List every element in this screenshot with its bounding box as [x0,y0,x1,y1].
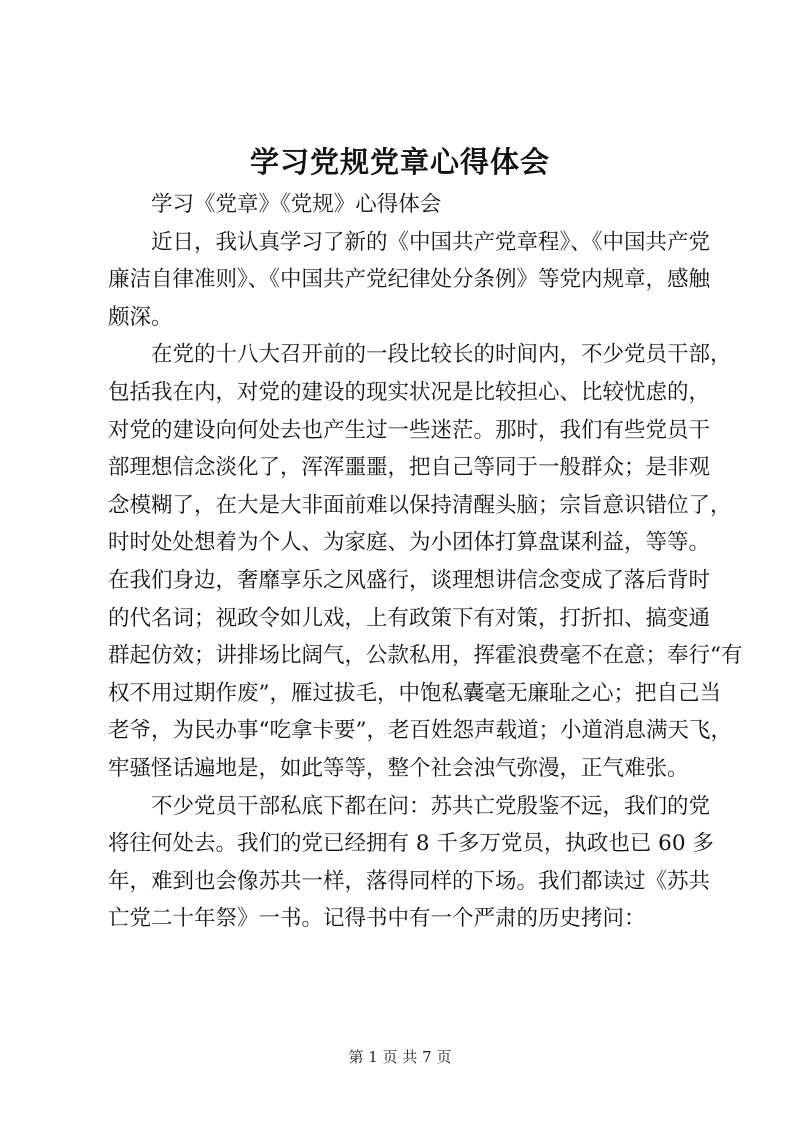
paragraph-2-line: 包括我在内，对党的建设的现实状况是比较担心、比较忧虑的， [108,379,711,405]
paragraph-2-line: 念模糊了，在大是大非面前难以保持清醒头脑；宗旨意识错位了， [108,492,732,518]
paragraph-1-line: 近日，我认真学习了新的《中国共产党章程》、《中国共产党 [151,229,711,255]
paragraph-2-line: 在我们身边，奢靡享乐之风盛行，谈理想讲信念变成了落后背时 [108,567,711,593]
paragraph-2-line: 群起仿效；讲排场比阔气，公款私用，挥霍浪费毫不在意；奉行“有 [108,643,743,669]
paragraph-2-line: 老爷，为民办事“吃拿卡要”，老百姓怨声载道；小道消息满天飞， [108,718,732,744]
page-number-footer: 第 1 页 共 7 页 [348,1048,452,1066]
paragraph-2-line: 在党的十八大召开前的一段比较长的时间内，不少党员干部， [151,342,732,368]
paragraph-2-line: 权不用过期作废”，雁过拔毛，中饱私囊毫无廉耻之心；把自己当 [108,680,721,706]
paragraph-2-line: 对党的建设向何处去也产生过一些迷茫。那时，我们有些党员干 [108,417,711,443]
paragraph-3-line: 亡党二十年祭》一书。记得书中有一个严肃的历史拷问： [108,906,646,932]
document-title: 学习党规党章心得体会 [249,145,550,179]
paragraph-3-line: 将往何处去。我们的党已经拥有 8 千多万党员，执政也已 60 多 [108,831,714,857]
paragraph-2-line: 的代名词；视政令如儿戏，上有政策下有对策，打折扣、搞变通 [108,605,711,631]
paragraph-3-line: 不少党员干部私底下都在问：苏共亡党殷鉴不远，我们的党 [151,793,711,819]
document-body [108,186,743,938]
subtitle-line: 学习《党章》《党规》心得体会 [151,192,442,217]
paragraph-2-line: 牢骚怪话遍地是，如此等等，整个社会浊气弥漫，正气难张。 [108,755,689,781]
paragraph-2-line: 部理想信念淡化了，浑浑噩噩，把自己等同于一般群众；是非观 [108,455,711,481]
paragraph-1-line: 廉洁自律准则》、《中国共产党纪律处分条例》等党内规章，感触 [108,267,711,293]
paragraph-3-line: 年，难到也会像苏共一样，落得同样的下场。我们都读过《苏共 [108,868,711,894]
paragraph-2-line: 时时处处想着为个人、为家庭、为小团体打算盘谋利益，等等。 [108,530,711,556]
paragraph-1-line: 颇深。 [108,304,173,330]
